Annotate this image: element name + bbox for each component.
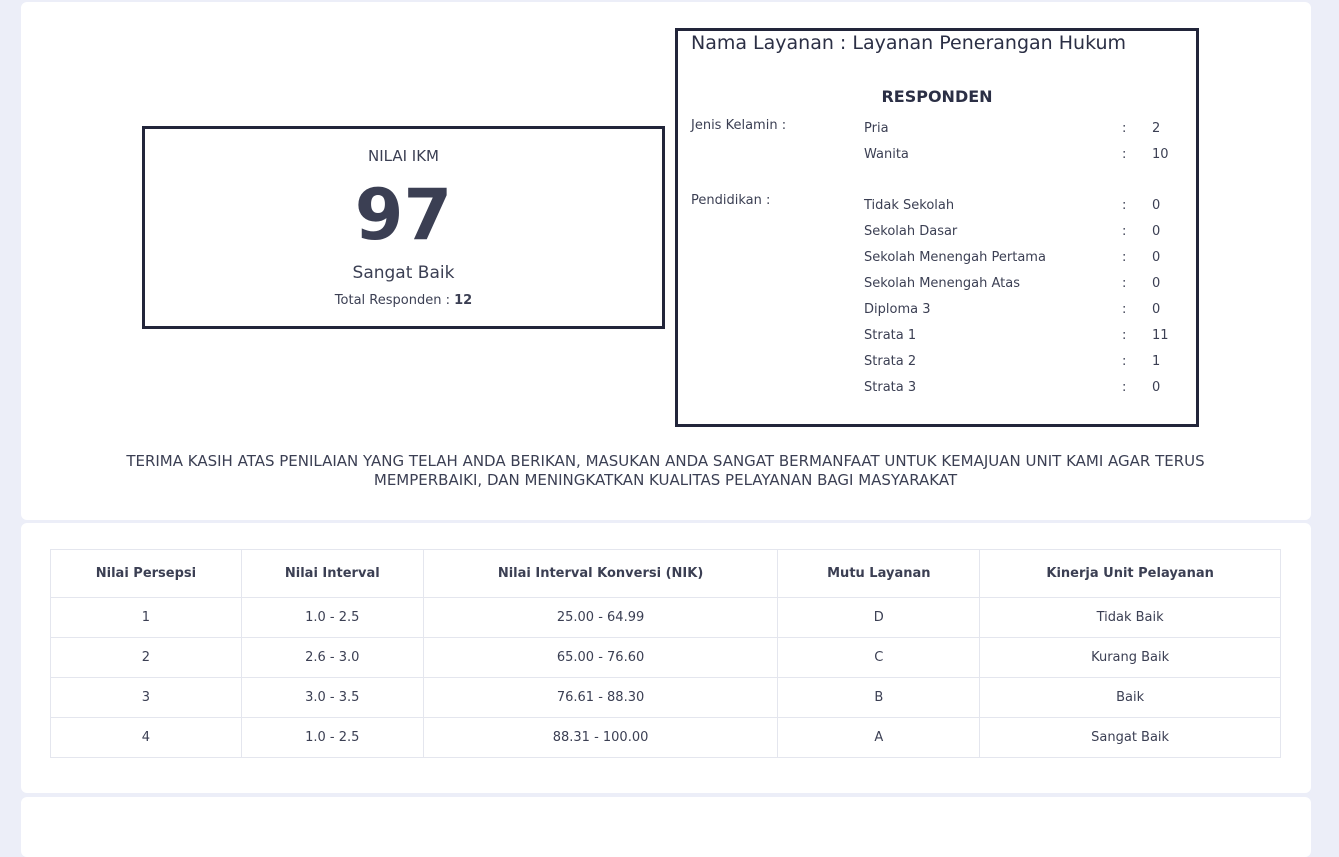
separator-colon: :	[1122, 380, 1127, 395]
table-row	[51, 598, 1281, 638]
education-item-count: 0	[1152, 250, 1161, 265]
separator-colon: :	[1122, 198, 1127, 213]
kinerja-cell: Sangat Baik	[980, 718, 1281, 758]
education-item-label: Sekolah Menengah Atas	[864, 276, 1020, 291]
nilai-interval-cell: 2.6 - 3.0	[241, 638, 423, 678]
total-respondents-value: 12	[454, 293, 473, 308]
education-item-label: Sekolah Dasar	[864, 224, 958, 239]
ikm-label: NILAI IKM	[367, 147, 439, 165]
kinerja-cell: Kurang Baik	[980, 638, 1281, 678]
separator-colon: :	[1122, 328, 1127, 343]
mutu-layanan-cell: A	[778, 718, 980, 758]
kinerja-cell: Baik	[980, 678, 1281, 718]
thank-you-line-1: TERIMA KASIH ATAS PENILAIAN YANG TELAH ANDA BERIKAN, MASUKAN ANDA SANGAT BERMANFAAT UNTUK KEMAJUAN UNIT KAMI AGAR TERUS	[126, 452, 1205, 470]
header-kinerja: Kinerja Unit Pelayanan	[980, 550, 1281, 598]
total-respondents	[145, 293, 662, 308]
kinerja-cell: Tidak Baik	[980, 598, 1281, 638]
table-row	[51, 638, 1281, 678]
education-item-label: Tidak Sekolah	[864, 198, 955, 213]
education-item-count: 1	[1152, 354, 1161, 369]
nilai-persepsi-cell: 2	[51, 638, 242, 678]
thank-you-line-2: MEMPERBAIKI, DAN MENINGKATKAN KUALITAS PELAYANAN BAGI MASYARAKAT	[373, 471, 958, 489]
nilai-interval-cell: 3.0 - 3.5	[241, 678, 423, 718]
education-item-label: Diploma 3	[864, 302, 931, 317]
education-row	[864, 380, 1184, 400]
gender-item-count: 10	[1152, 147, 1169, 162]
table-row	[51, 718, 1281, 758]
ikm-category: Sangat Baik	[352, 263, 455, 283]
education-item-label: Sekolah Menengah Pertama	[864, 250, 1046, 265]
education-item-count: 0	[1152, 198, 1161, 213]
separator-colon: :	[1122, 354, 1127, 369]
nilai-persepsi-cell: 1	[51, 598, 242, 638]
gender-item-label: Wanita	[864, 147, 909, 162]
separator-colon: :	[1122, 147, 1127, 162]
education-item-label: Strata 1	[864, 328, 917, 343]
education-label: Pendidikan :	[691, 193, 771, 208]
education-item-count: 0	[1152, 380, 1161, 395]
header-nilai-interval: Nilai Interval	[241, 550, 423, 598]
education-item-count: 0	[1152, 276, 1161, 291]
separator-colon: :	[1122, 250, 1127, 265]
thank-you-message	[60, 452, 1271, 490]
ikm-reference-table	[50, 549, 1281, 758]
separator-colon: :	[1122, 224, 1127, 239]
separator-colon: :	[1122, 121, 1127, 136]
education-item-count: 0	[1152, 302, 1161, 317]
separator-colon: :	[1122, 276, 1127, 291]
nilai-persepsi-cell: 3	[51, 678, 242, 718]
mutu-layanan-cell: B	[778, 678, 980, 718]
gender-row	[864, 147, 1184, 167]
mutu-layanan-cell: D	[778, 598, 980, 638]
mutu-layanan-cell: C	[778, 638, 980, 678]
nilai-persepsi-cell: 4	[51, 718, 242, 758]
bottom-card	[21, 797, 1311, 857]
header-nik: Nilai Interval Konversi (NIK)	[423, 550, 778, 598]
education-row	[864, 250, 1184, 270]
nik-cell: 88.31 - 100.00	[423, 718, 778, 758]
header-mutu-layanan: Mutu Layanan	[778, 550, 980, 598]
education-item-count: 0	[1152, 224, 1161, 239]
nik-cell: 25.00 - 64.99	[423, 598, 778, 638]
gender-item-count: 2	[1152, 121, 1161, 136]
education-item-label: Strata 3	[864, 380, 917, 395]
education-row	[864, 354, 1184, 374]
ikm-score-box	[142, 126, 665, 329]
gender-label: Jenis Kelamin :	[691, 118, 787, 133]
respondents-box	[675, 28, 1199, 427]
table-header-row	[51, 550, 1281, 598]
education-item-count: 11	[1152, 328, 1169, 343]
education-row	[864, 302, 1184, 322]
gender-item-label: Pria	[864, 121, 889, 136]
education-row	[864, 328, 1184, 348]
nilai-interval-cell: 1.0 - 2.5	[241, 718, 423, 758]
respondents-heading: RESPONDEN	[881, 87, 993, 106]
education-item-label: Strata 2	[864, 354, 917, 369]
nik-cell: 76.61 - 88.30	[423, 678, 778, 718]
gender-row	[864, 121, 1184, 141]
nik-cell: 65.00 - 76.60	[423, 638, 778, 678]
table-body	[51, 598, 1281, 758]
header-nilai-persepsi: Nilai Persepsi	[51, 550, 242, 598]
education-row	[864, 276, 1184, 296]
table-row	[51, 678, 1281, 718]
service-title: Nama Layanan : Layanan Penerangan Hukum	[691, 32, 1127, 54]
ikm-value: 97	[354, 174, 453, 256]
separator-colon: :	[1122, 302, 1127, 317]
education-row	[864, 198, 1184, 218]
nilai-interval-cell: 1.0 - 2.5	[241, 598, 423, 638]
total-respondents-label: Total Responden :	[334, 293, 455, 308]
education-row	[864, 224, 1184, 244]
